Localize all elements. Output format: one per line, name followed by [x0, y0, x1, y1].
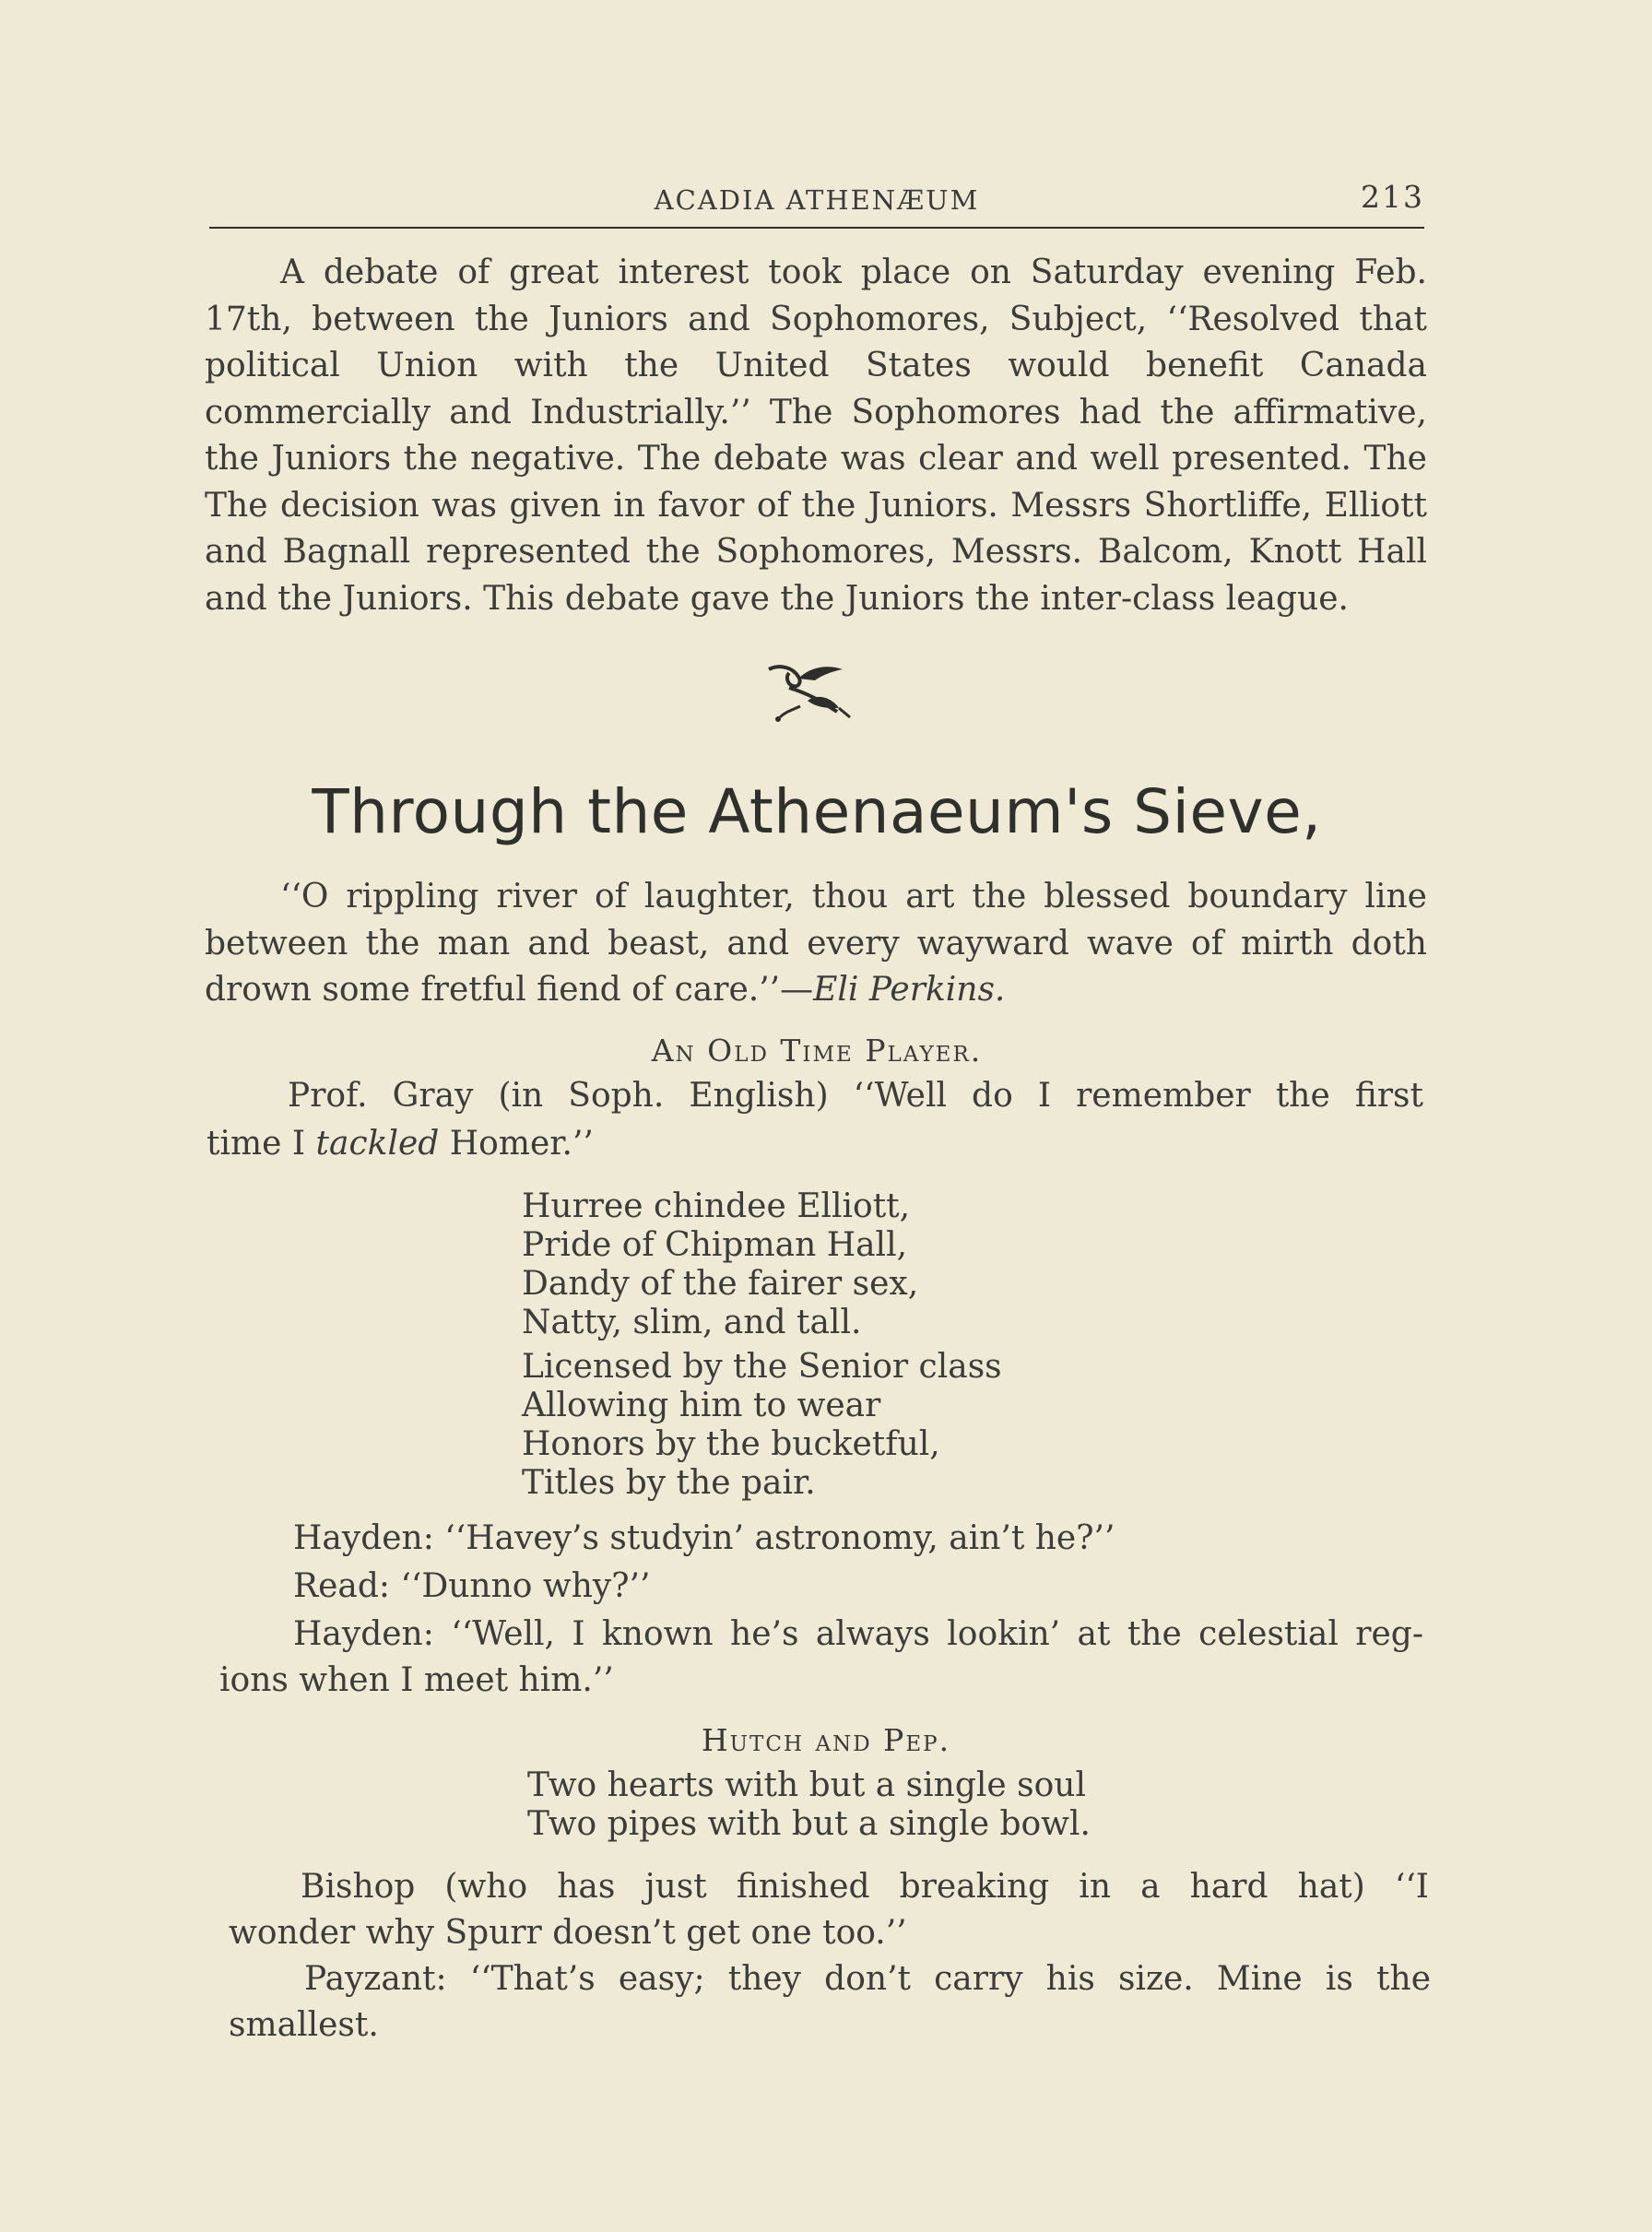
header-rule	[209, 227, 1424, 229]
line2-start: time I	[206, 1125, 316, 1163]
quote-author: Eli Perkins.	[813, 971, 1006, 1009]
page-header	[209, 173, 1424, 229]
old-time-player-line1: Prof. Gray (in Soph. English) ‘‘Well do I remember the first	[288, 1077, 1423, 1115]
verse-stanza-two	[522, 1348, 1002, 1503]
hayden-line-2a: Hayden: ‘‘Well, I known he’s always lookin’ at the celestial reg-	[293, 1615, 1423, 1653]
quote-text: ‘‘O rippling river of laughter, thou art the blessed boundary line between the man and beast, and every wayward wave of mirth doth drown some fretful fiend of care.’’—	[205, 878, 1427, 1009]
quote-paragraph	[205, 874, 1427, 1014]
running-title: ACADIA ATHENÆUM	[654, 184, 980, 216]
hutch-and-pep-verse	[527, 1766, 1091, 1844]
bishop-line-1: Bishop (who has just finished breaking in a hard hat) ‘‘I	[301, 1868, 1429, 1906]
hutch-and-pep-heading: Hutch and Pep.	[701, 1722, 951, 1758]
verse-line: Hurree chindee Elliott,	[522, 1187, 911, 1225]
bishop-line-2: wonder why Spurr doesn’t get one too.’’	[229, 1914, 907, 1952]
section-title: Through the Athenaeum's Sieve,	[312, 776, 1322, 847]
line2-end: Homer.’’	[439, 1125, 594, 1163]
verse-stanza-one	[522, 1187, 918, 1342]
verse-line: Honors by the bucketful,	[522, 1425, 940, 1463]
page-number: 213	[1361, 179, 1424, 215]
debate-paragraph-block	[205, 250, 1427, 622]
verse-line: Two pipes with but a single bowl.	[527, 1805, 1091, 1843]
verse-line: Allowing him to wear	[522, 1387, 881, 1424]
hayden-line-1: Hayden: ‘‘Havey’s studyin’ astronomy, ain’t he?’’	[293, 1519, 1115, 1557]
verse-line: Natty, slim, and tall.	[522, 1304, 862, 1341]
old-time-player-heading: An Old Time Player.	[651, 1033, 983, 1069]
verse-line: Dandy of the fairer sex,	[522, 1265, 919, 1303]
payzant-line-1: Payzant: ‘‘That’s easy; they don’t carry his size. Mine is the	[304, 1960, 1431, 1998]
fleuron-ornament-icon	[761, 660, 863, 734]
old-time-player-line2	[206, 1125, 594, 1163]
debate-paragraph: A debate of great interest took place on Saturday evening Feb. 17th, between the Juniors and Sophomores, Subject, ‘‘Resolved that political Union with the United States would benefit Canada commercially and Industrially.’’ The Sophomores had the affirmative, the Juniors the negative. The debate was clear and well presented. The The decision was given in favor of the Juniors. Messrs Shortliffe, Elliott and Bagnall represented the Sophomores, Messrs. Balcom, Knott Hall and the Juniors. This debate gave the Juniors the inter-class league.	[205, 254, 1427, 618]
line2-italic: tackled	[315, 1125, 440, 1163]
verse-line: Pride of Chipman Hall,	[522, 1226, 908, 1264]
verse-line: Titles by the pair.	[522, 1464, 816, 1502]
verse-line: Two hearts with but a single soul	[527, 1766, 1087, 1804]
read-line: Read: ‘‘Dunno why?’’	[293, 1567, 651, 1605]
quote-block	[205, 874, 1427, 1014]
hayden-line-2b: ions when I meet him.’’	[219, 1661, 614, 1699]
payzant-line-2: smallest.	[229, 2006, 379, 2044]
verse-line: Licensed by the Senior class	[522, 1348, 1002, 1386]
